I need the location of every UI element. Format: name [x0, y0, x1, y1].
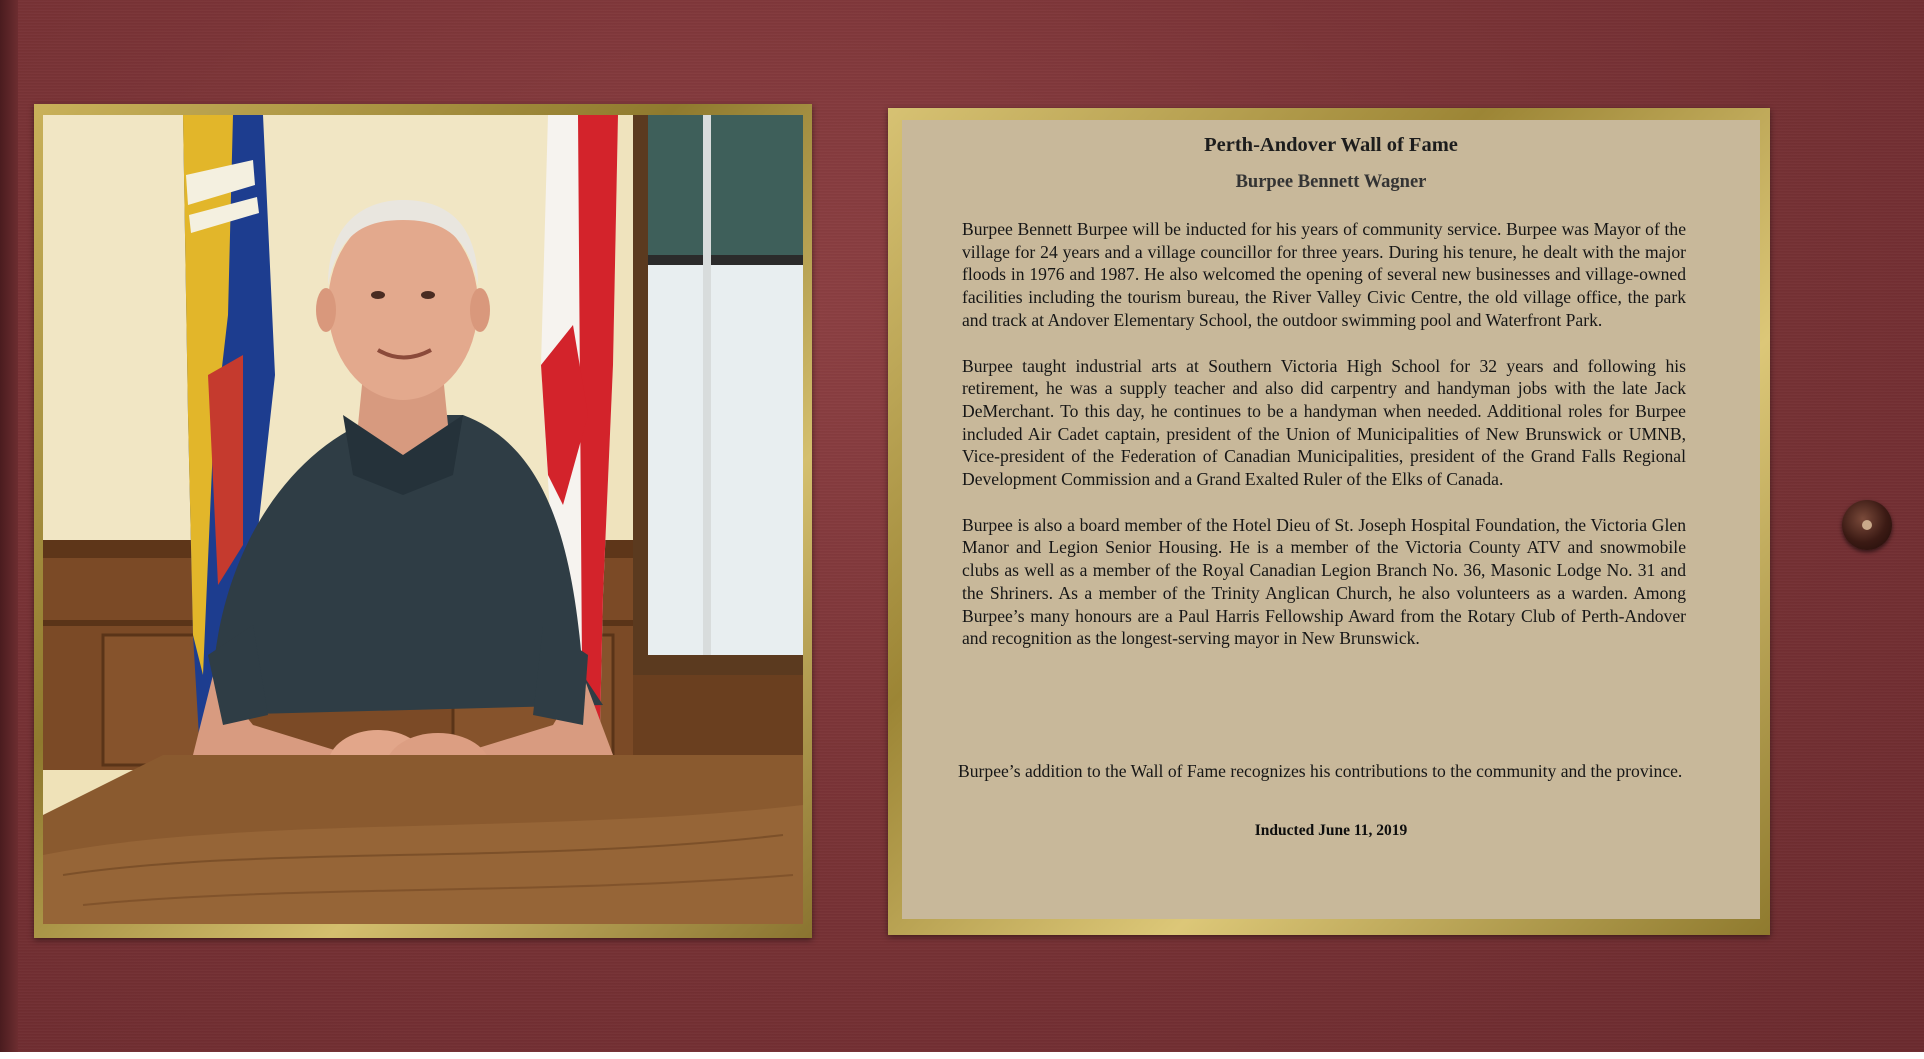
portrait-illustration [43, 115, 803, 924]
closing-statement: Burpee’s addition to the Wall of Fame recognizes his contributions to the community and the province. [958, 761, 1683, 781]
portrait-photo [43, 115, 803, 924]
bio-paragraph-2: Burpee taught industrial arts at Southern Victoria High School for 32 years and following his retirement, he was a supply teacher and also did carpentry and handyman jobs with the late Jack DeMerchant. To this day, he continues to be a handyman when needed. Additional roles for Burpee included Air Cadet captain, president of the Union of Municipalities of New Brunswick or UMNB, Vice-president of the Federation of Canadian Municipalities, president of the Grand Falls Regional Development Commission and a Grand Exalted Ruler of the Elks of Canada. [962, 355, 1686, 490]
photo-frame [34, 104, 812, 938]
bio-paragraph-3: Burpee is also a board member of the Hotel Dieu of St. Joseph Hospital Foundation, the Victoria Glen Manor and Legion Senior Housing. He is a member of the Victoria County ATV and snowmobile clubs as well as a member of the Royal Canadian Legion Branch No. 36, Masonic Lodge No. 31 and the Shriners. As a member of the Trinity Anglican Church, he also volunteers as a warden. Among Burpee’s many honours are a Paul Harris Fellowship Award from the Rotary Club of Perth-Andover and recognition as the longest-serving mayor in New Brunswick. [962, 514, 1686, 649]
board-edge [0, 0, 18, 1052]
biography [962, 218, 1686, 673]
plaque-frame [888, 108, 1770, 935]
wall-knob [1842, 500, 1892, 550]
plaque-paper [902, 120, 1760, 919]
plaque-title: Perth-Andover Wall of Fame [1204, 134, 1458, 156]
induction-date: Inducted June 11, 2019 [1254, 822, 1408, 839]
bio-paragraph-1: Burpee Bennett Burpee will be inducted for his years of community service. Burpee was Mayor of the village for 24 years and a village councillor for three years. During his tenure, he dealt with the major floods in 1976 and 1987. He also welcomed the opening of several new businesses and village-owned facilities including the tourism bureau, the River Valley Civic Centre, the old village office, the park and track at Andover Elementary School, the outdoor swimming pool and Waterfront Park. [962, 219, 1686, 330]
inductee-name: Burpee Bennett Wagner [1235, 172, 1427, 192]
knob-center [1862, 520, 1872, 530]
